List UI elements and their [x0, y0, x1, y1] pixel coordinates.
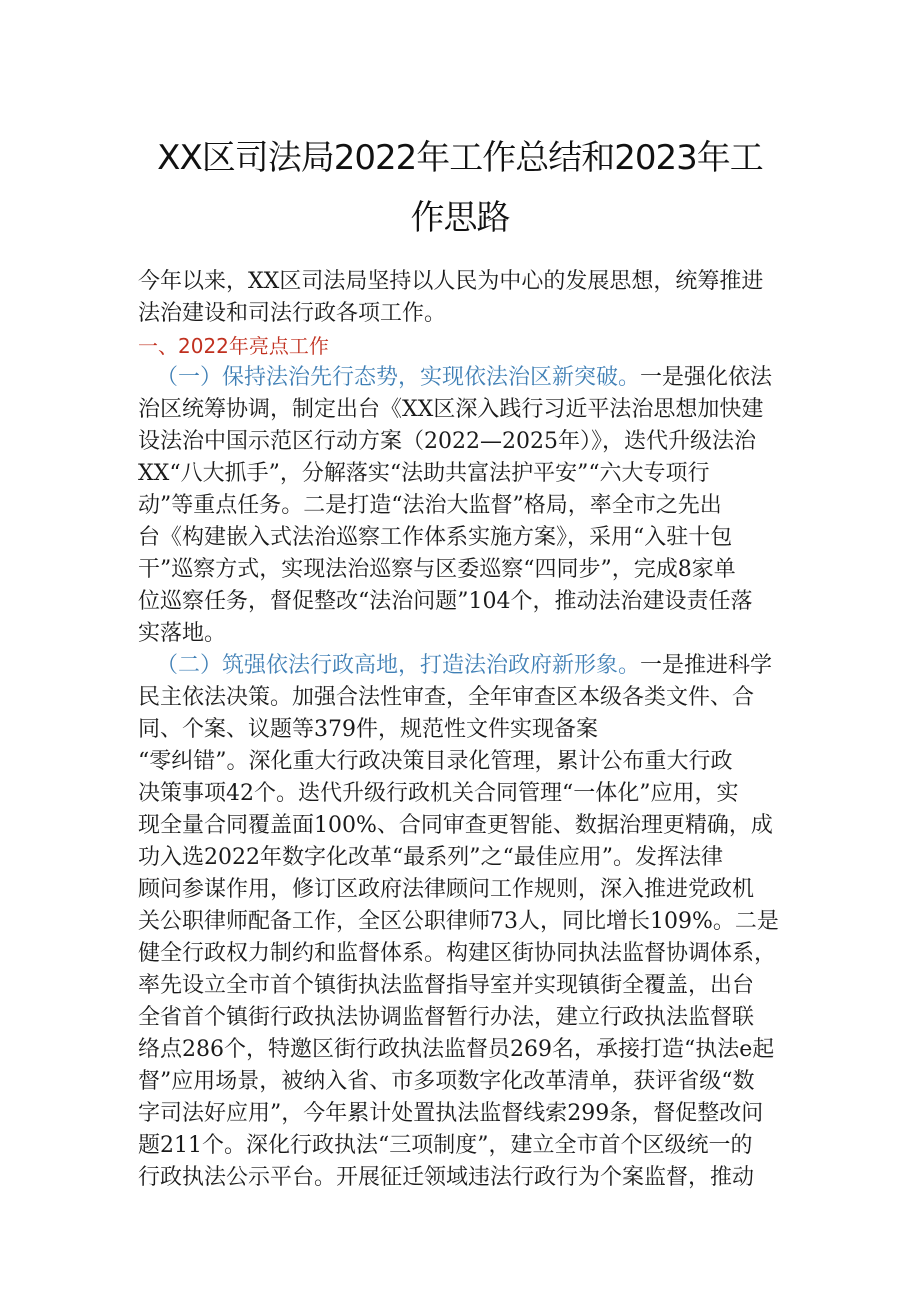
paragraph-2-line-11: 率先设立全市首个镇街执法监督指导室并实现镇街全覆盖，出台: [138, 973, 755, 998]
paragraph-1-lead: 一是强化依法: [640, 365, 773, 390]
paragraph-2-line-7: 功入选2022年数字化改革“最系列”之“最佳应用”。发挥法律: [138, 845, 723, 870]
intro-line-2: 法治建设和司法行政各项工作。: [138, 301, 447, 326]
paragraph-2-line-5: 决策事项42个。迭代升级行政机关合同管理“一体化”应用，实: [138, 781, 739, 806]
paragraph-1-line-1: [156, 362, 798, 394]
section-heading-1: 一、2022年亮点工作: [138, 334, 329, 358]
paragraph-2-line-10: 健全行政权力制约和监督体系。构建区街协同执法监督协调体系，: [138, 941, 777, 966]
paragraph-1-line-5: 动”等重点任务。二是打造“法治大监督”格局，率全市之先出: [138, 493, 722, 518]
paragraph-2-line-9: 关公职律师配备工作，全区公职律师73人，同比增长109%。二是: [138, 909, 779, 934]
paragraph-1-line-6: 台《构建嵌入式法治巡察工作体系实施方案》，采用“入驻十包: [138, 525, 733, 550]
paragraph-1-line-7: 干”巡察方式，实现法治巡察与区委巡察“四同步”，完成8家单: [138, 557, 736, 582]
intro-line-1: 今年以来，XX区司法局坚持以人民为中心的发展思想，统筹推进: [138, 269, 764, 294]
paragraph-2-line-16: 题211个。深化行政执法“三项制度”，建立全市首个区级统一的: [138, 1133, 753, 1158]
paragraph-2-line-6: 现全量合同覆盖面100%、合同审查更智能、数据治理更精确，成: [138, 813, 773, 838]
paragraph-1-line-3: 设法治中国示范区行动方案（2022—2025年）》，迭代升级法治: [138, 429, 756, 454]
paragraph-2-line-4: “零纠错”。深化重大行政决策目录化管理，累计公布重大行政: [138, 749, 733, 774]
paragraph-2-line-17: 行政执法公示平台。开展征迁领域违法行政行为个案监督，推动: [138, 1165, 755, 1190]
paragraph-1-line-8: 位巡察任务，督促整改“法治问题”104个，推动法治建设责任落: [138, 589, 753, 614]
subheading-2: （二）筑强依法行政高地，打造法治政府新形象。: [156, 653, 641, 678]
paragraph-1-line-4: XX“八大抓手”，分解落实“法助共富法护平安”“六大专项行: [138, 461, 710, 486]
paragraph-2-lead: 一是推进科学: [640, 653, 773, 678]
paragraph-2-line-8: 顾问参谋作用，修订区政府法律顾问工作规则，深入推进党政机: [138, 877, 755, 902]
paragraph-2-line-12: 全省首个镇街行政执法协调监督暂行办法，建立行政执法监督联: [138, 1005, 755, 1030]
paragraph-2-line-3: 同、个案、议题等379件，规范性文件实现备案: [138, 717, 598, 742]
paragraph-2-line-1: [156, 650, 798, 682]
document-title-line-1: XX区司法局2022年工作总结和2023年工: [157, 138, 763, 178]
paragraph-2-line-14: 督”应用场景，被纳入省、市多项数字化改革清单，获评省级“数: [138, 1069, 755, 1094]
document-title-line-2: 作思路: [410, 198, 510, 238]
subheading-1: （一）保持法治先行态势，实现依法治区新突破。: [156, 365, 641, 390]
paragraph-2-line-13: 络点286个，特邀区街行政执法监督员269名，承接打造“执法e起: [138, 1037, 775, 1062]
paragraph-2-line-2: 民主依法决策。加强合法性审查，全年审查区本级各类文件、合: [138, 685, 755, 710]
paragraph-2-line-15: 字司法好应用”，今年累计处置执法监督线索299条，督促整改问: [138, 1101, 764, 1126]
paragraph-1-line-2: 治区统筹协调，制定出台《XX区深入践行习近平法治思想加快建: [138, 397, 764, 422]
paragraph-1-line-9: 实落地。: [138, 621, 227, 646]
